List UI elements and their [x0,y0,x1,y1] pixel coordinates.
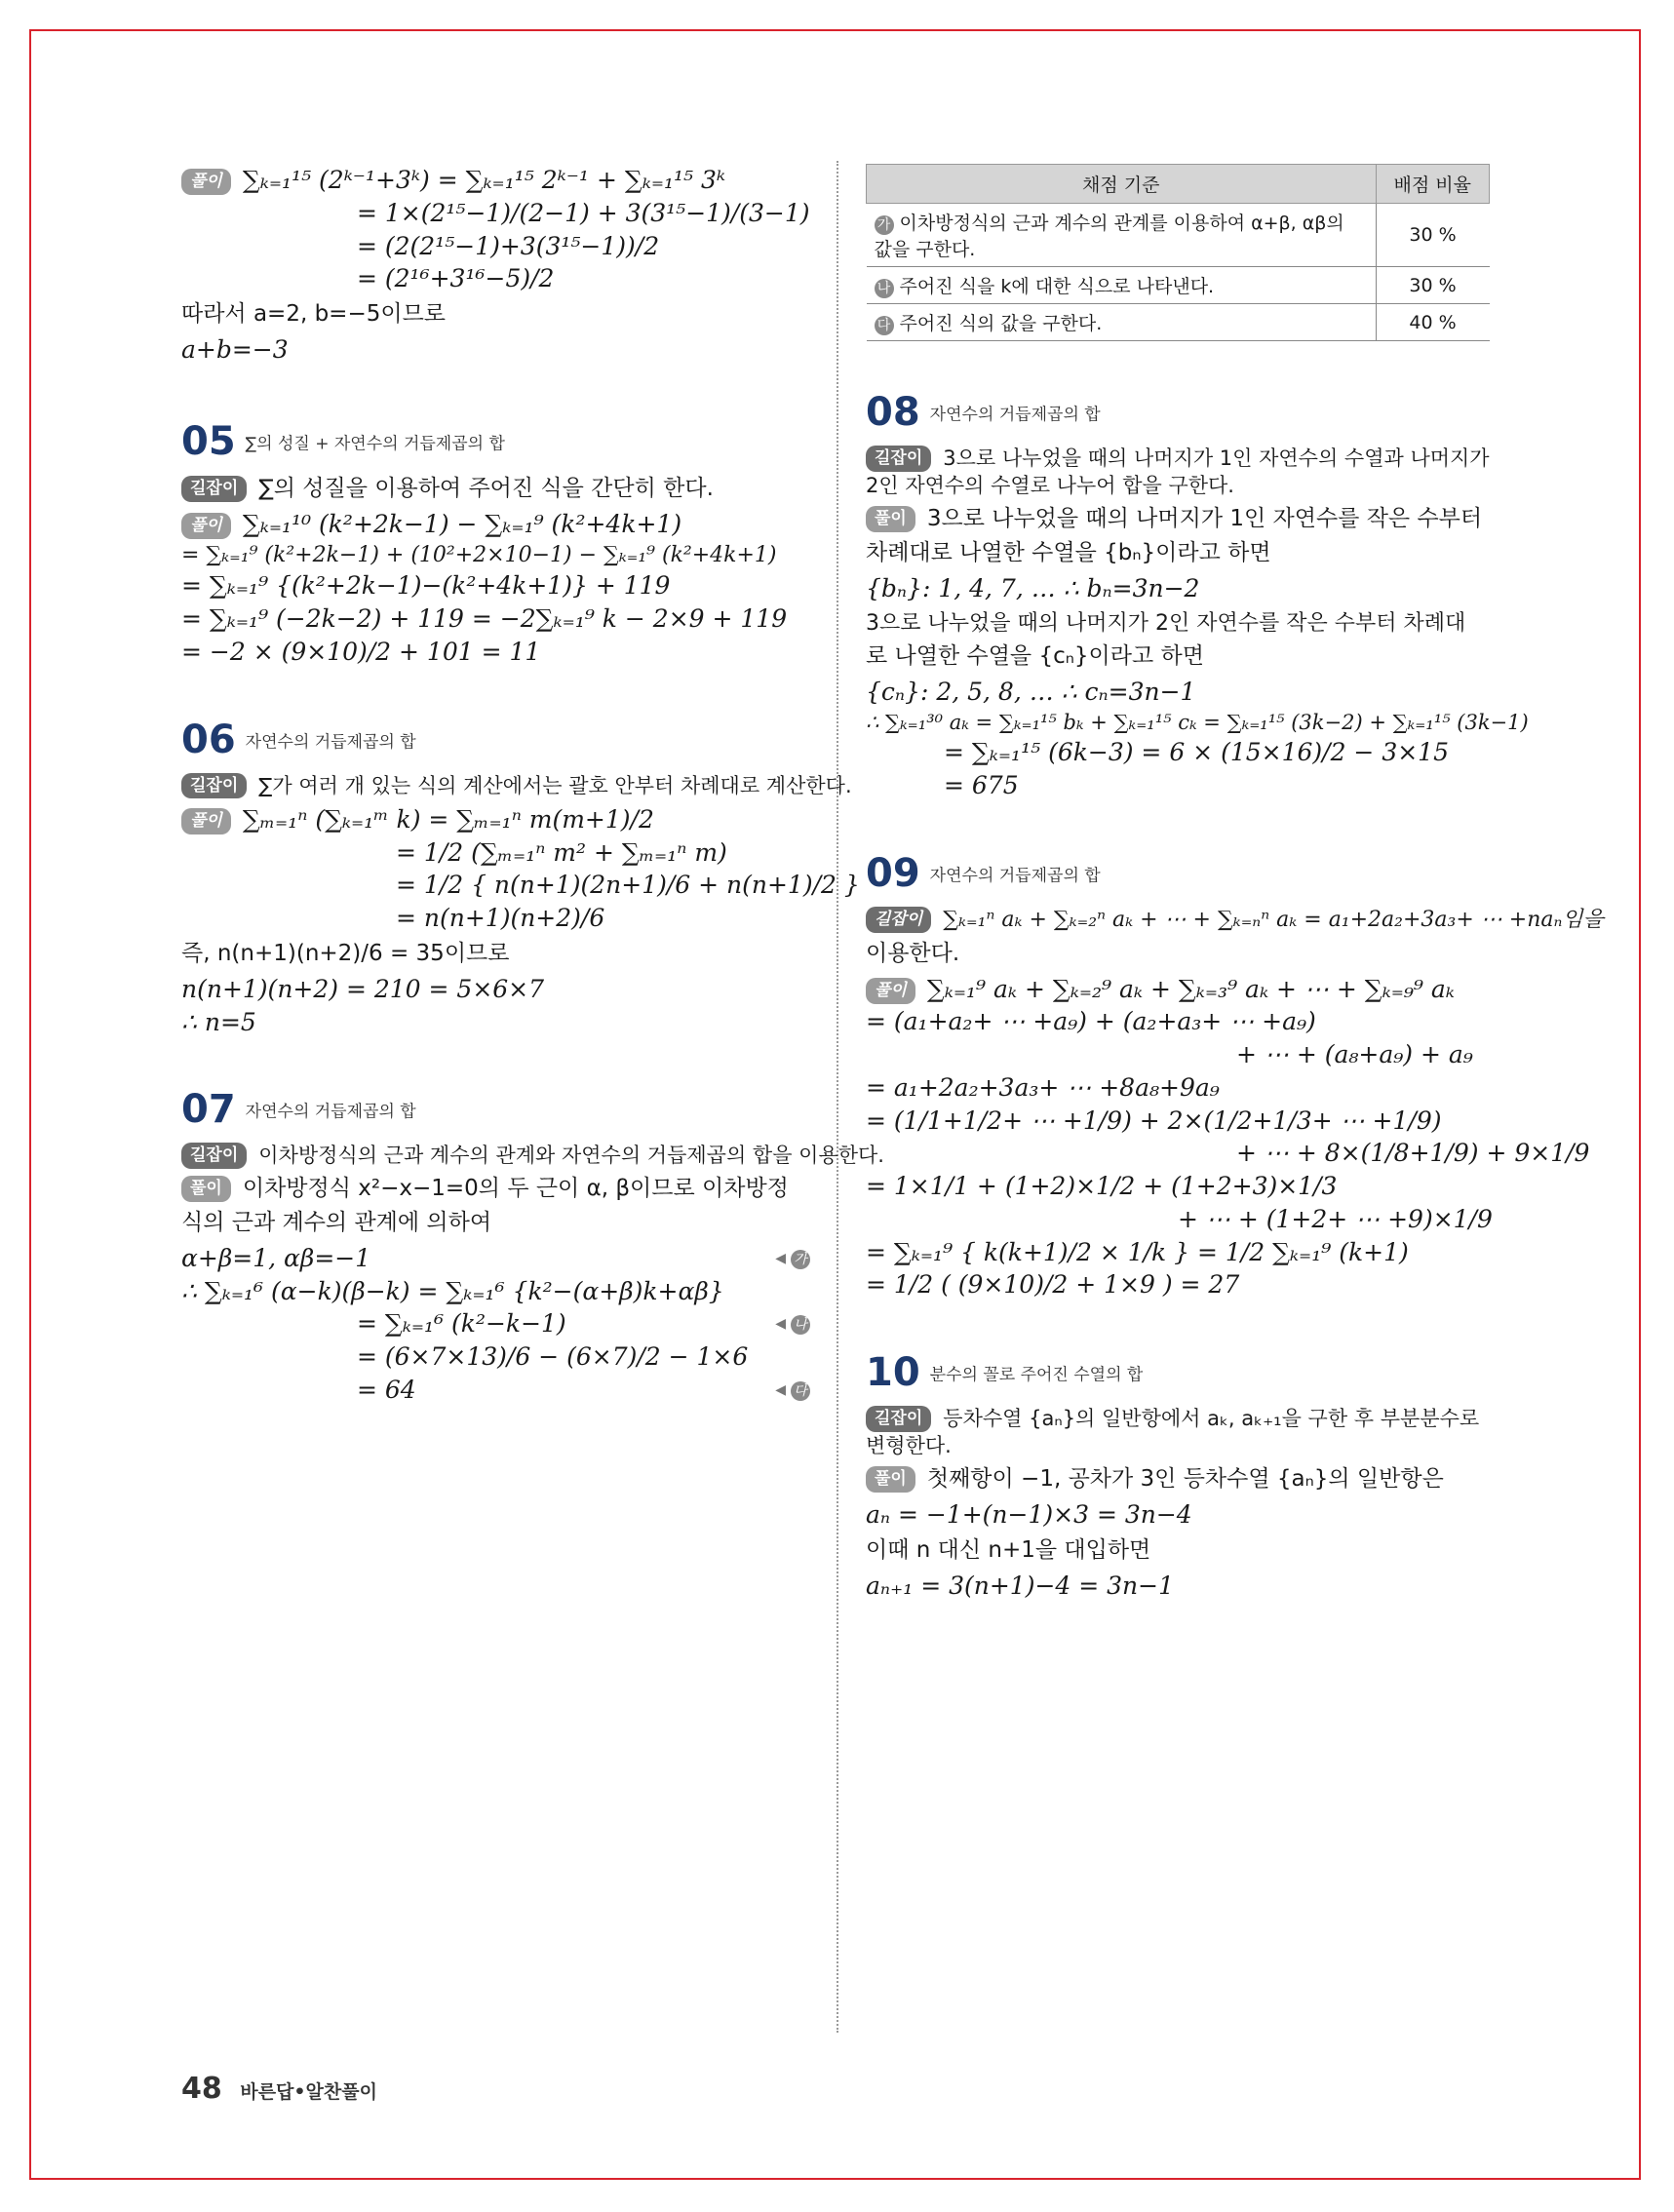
hint-text: 3으로 나누었을 때의 나머지가 1인 자연수의 수열과 나머지가 2인 자연수의 수열로 나누어 합을 구한다. [866,446,1490,498]
text-line: 즉, n(n+1)(n+2)/6 = 35이므로 [181,940,510,966]
arrow-left-icon: ◀ [775,1381,786,1398]
problem-number: 07 [181,1087,236,1133]
text-line: 3으로 나누었을 때의 나머지가 2인 자연수를 작은 수부터 차례대 [866,610,1466,636]
hint-text: ∑ₖ₌₁ⁿ aₖ + ∑ₖ₌₂ⁿ aₖ + ⋯ + ∑ₖ₌ₙⁿ aₖ = a₁+2a₂+3a₃+ ⋯ +naₙ임을 [943,907,1604,932]
eq-line: = (6×7×13)/6 − (6×7)/2 − 1×6 [357,1342,749,1372]
problem-number: 08 [866,390,920,435]
mark-ga: 가 [791,1250,810,1269]
eq-line: n(n+1)(n+2) = 210 = 5×6×7 [181,974,545,1003]
eq-line: = 1/2 { n(n+1)(2n+1)/6 + n(n+1)/2 } [396,871,860,900]
rubric-criterion: 주어진 식의 값을 구한다. [899,313,1103,334]
eq-line: + ⋯ + (1+2+ ⋯ +9)×1/9 [1178,1204,1493,1233]
problem-04-solution [181,164,810,367]
problem-number: 05 [181,418,236,464]
solution-tag: 풀이 [181,1176,231,1202]
answer-line: = 64 ◀ 다 [181,1374,805,1407]
eq-line: ∑ₖ₌₁⁹ aₖ + ∑ₖ₌₂⁹ aₖ + ∑ₖ₌₃⁹ aₖ + ⋯ + ∑ₖ₌₉⁹ aₖ [926,974,1455,1003]
eq-line: ∴ ∑ₖ₌₁³⁰ aₖ = ∑ₖ₌₁¹⁵ bₖ + ∑ₖ₌₁¹⁵ cₖ = ∑ₖ₌₁¹⁵ (3k−2) + ∑ₖ₌₁¹⁵ (3k−1) [866,711,1529,735]
rubric-ratio: 30 % [1376,204,1490,267]
eq-line: = (a₁+a₂+ ⋯ +a₉) + (a₂+a₃+ ⋯ +a₉) [866,1007,1316,1036]
eq-line: = ∑ₖ₌₁⁶ (k²−k−1) ◀ 나 [181,1307,805,1340]
problem-topic: ∑의 성질 + 자연수의 거듭제곱의 합 [245,434,505,454]
text-line: 3으로 나누었을 때의 나머지가 1인 자연수를 작은 수부터 [926,505,1483,531]
hint-text: ∑가 여러 개 있는 식의 계산에서는 괄호 안부터 차례대로 계산한다. [258,773,852,797]
eq-line: = (1/1+1/2+ ⋯ +1/9) + 2×(1/2+1/3+ ⋯ +1/9) [866,1106,1442,1135]
solution-tag: 풀이 [866,978,915,1004]
problem-05 [181,419,805,669]
table-row [867,304,1490,341]
answer-line: a+b=−3 [181,335,289,365]
problem-number: 06 [181,717,236,762]
text-line: 차례대로 나열한 수열을 {bₙ}이라고 하면 [866,539,1271,565]
table-row [867,267,1490,304]
eq-line: aₙ = −1+(n−1)×3 = 3n−4 [866,1499,1192,1529]
eq-line: {bₙ}: 1, 4, 7, … ∴ bₙ=3n−2 [866,573,1200,602]
answer-line: = 675 [944,771,1019,800]
problem-topic: 자연수의 거듭제곱의 합 [245,1102,416,1122]
rubric-header-criteria: 채점 기준 [867,165,1377,204]
problem-number: 10 [866,1350,920,1396]
solution-tag: 풀이 [181,808,231,834]
text-line: 이차방정식 x²−x−1=0의 두 근이 α, β이므로 이차방정 [242,1175,789,1201]
hint-tag: 길잡이 [866,1406,931,1432]
hint-tag: 길잡이 [181,1143,247,1169]
eq-line: = ∑ₖ₌₁⁹ (k²+2k−1) + (10²+2×10−1) − ∑ₖ₌₁⁹ (k²+4k+1) [181,542,777,567]
text-line: 따라서 a=2, b=−5이므로 [181,301,447,327]
arrow-left-icon: ◀ [775,1316,786,1333]
answer-line: ∴ n=5 [181,1007,256,1036]
left-column [181,164,884,1407]
mark-ga: 가 [875,215,894,235]
problem-08 [866,390,1529,802]
solution-tag: 풀이 [866,506,915,532]
eq-line: = 1/2 (∑ₘ₌₁ⁿ m² + ∑ₘ₌₁ⁿ m) [396,837,727,867]
hint-text: 이차방정식의 근과 계수의 관계와 자연수의 거듭제곱의 합을 이용한다. [258,1144,884,1168]
hint-tag: 길잡이 [181,773,247,799]
hint-text: 이용한다. [866,940,960,966]
rubric-criterion: 이차방정식의 근과 계수의 관계를 이용하여 α+β, αβ의 값을 구한다. [874,213,1344,260]
eq-line: = n(n+1)(n+2)/6 [396,904,605,933]
eq-line: {cₙ}: 2, 5, 8, … ∴ cₙ=3n−1 [866,678,1196,707]
eq-line: = ∑ₖ₌₁⁹ { k(k+1)/2 × 1/k } = 1/2 ∑ₖ₌₁⁹ (k+1) [866,1237,1409,1266]
eq-line: = (2(2¹⁵−1)+3(3¹⁵−1))/2 [357,231,660,260]
rubric-header-ratio: 배점 비율 [1376,165,1490,204]
solution-tag: 풀이 [866,1466,915,1493]
text-line: 첫째항이 −1, 공차가 3인 등차수열 {aₙ}의 일반항은 [926,1465,1444,1492]
page-footer [181,2072,377,2106]
hint-tag: 길잡이 [181,476,247,502]
text-line: 로 나열한 수열을 {cₙ}이라고 하면 [866,643,1204,670]
book-title: 바른답•알찬풀이 [240,2081,377,2103]
problem-09 [866,850,1604,1301]
problem-10 [866,1350,1490,1602]
right-column [866,164,1604,1602]
answer-line: = 1/2 ( (9×10)/2 + 1×9 ) = 27 [866,1270,1240,1300]
eq-line: = ∑ₖ₌₁⁹ {(k²+2k−1)−(k²+4k+1)} + 119 [181,571,671,601]
eq-line: = ∑ₖ₌₁¹⁵ (6k−3) = 6 × (15×16)/2 − 3×15 [944,738,1449,767]
problem-topic: 자연수의 거듭제곱의 합 [929,405,1101,425]
text-line: 식의 근과 계수의 관계에 의하여 [181,1209,492,1235]
rubric-ratio: 40 % [1376,304,1490,341]
mark-na: 나 [875,279,894,298]
eq-line: + ⋯ + 8×(1/8+1/9) + 9×1/9 [1236,1139,1590,1168]
problem-06 [181,717,860,1039]
eq-line: + ⋯ + (a₈+a₉) + a₉ [1236,1040,1473,1069]
problem-07 [181,1087,884,1406]
eq-line: α+β=1, αβ=−1 ◀ 가 [181,1242,805,1275]
eq-line: = 1×(2¹⁵−1)/(2−1) + 3(3¹⁵−1)/(3−1) [357,198,810,227]
eq-line: ∑ₘ₌₁ⁿ (∑ₖ₌₁ᵐ k) = ∑ₘ₌₁ⁿ m(m+1)/2 [242,804,654,834]
solution-tag: 풀이 [181,169,231,195]
table-row [867,204,1490,267]
problem-number: 09 [866,850,920,896]
problem-topic: 자연수의 거듭제곱의 합 [245,732,416,753]
mark-da: 다 [875,316,894,335]
eq-line: ∑ₖ₌₁¹⁰ (k²+2k−1) − ∑ₖ₌₁⁹ (k²+4k+1) [242,509,682,538]
problem-topic: 자연수의 거듭제곱의 합 [929,866,1101,886]
page-number: 48 [181,2072,222,2106]
rubric-criterion: 주어진 식을 k에 대한 식으로 나타낸다. [899,276,1215,297]
problem-topic: 분수의 꼴로 주어진 수열의 합 [929,1365,1144,1385]
eq-line: = (2¹⁶+3¹⁶−5)/2 [357,264,555,293]
hint-text: 등차수열 {aₙ}의 일반항에서 aₖ, aₖ₊₁을 구한 후 부분분수로 변형한다. [866,1407,1480,1458]
eq-line: = 1×1/1 + (1+2)×1/2 + (1+2+3)×1/3 [866,1172,1338,1201]
mark-na: 나 [791,1315,810,1335]
eq-line: ∑ₖ₌₁¹⁵ (2ᵏ⁻¹+3ᵏ) = ∑ₖ₌₁¹⁵ 2ᵏ⁻¹ + ∑ₖ₌₁¹⁵ 3ᵏ [242,166,726,194]
arrow-left-icon: ◀ [775,1250,786,1266]
scoring-rubric-table [866,164,1490,341]
column-divider [837,161,838,2033]
hint-tag: 길잡이 [866,446,931,472]
hint-text: ∑의 성질을 이용하여 주어진 식을 간단히 한다. [258,475,714,501]
solution-tag: 풀이 [181,513,231,539]
eq-line: = ∑ₖ₌₁⁹ (−2k−2) + 119 = −2∑ₖ₌₁⁹ k − 2×9 + 119 [181,604,788,634]
eq-line: aₙ₊₁ = 3(n+1)−4 = 3n−1 [866,1571,1175,1600]
eq-line: ∴ ∑ₖ₌₁⁶ (α−k)(β−k) = ∑ₖ₌₁⁶ {k²−(α+β)k+αβ} [181,1276,724,1305]
eq-line: = −2 × (9×10)/2 + 101 = 11 [181,637,541,666]
eq-line: = a₁+2a₂+3a₃+ ⋯ +8a₈+9a₉ [866,1072,1220,1102]
hint-tag: 길잡이 [866,907,931,933]
rubric-ratio: 30 % [1376,267,1490,304]
mark-da: 다 [791,1381,810,1401]
text-line: 이때 n 대신 n+1을 대입하면 [866,1536,1151,1563]
